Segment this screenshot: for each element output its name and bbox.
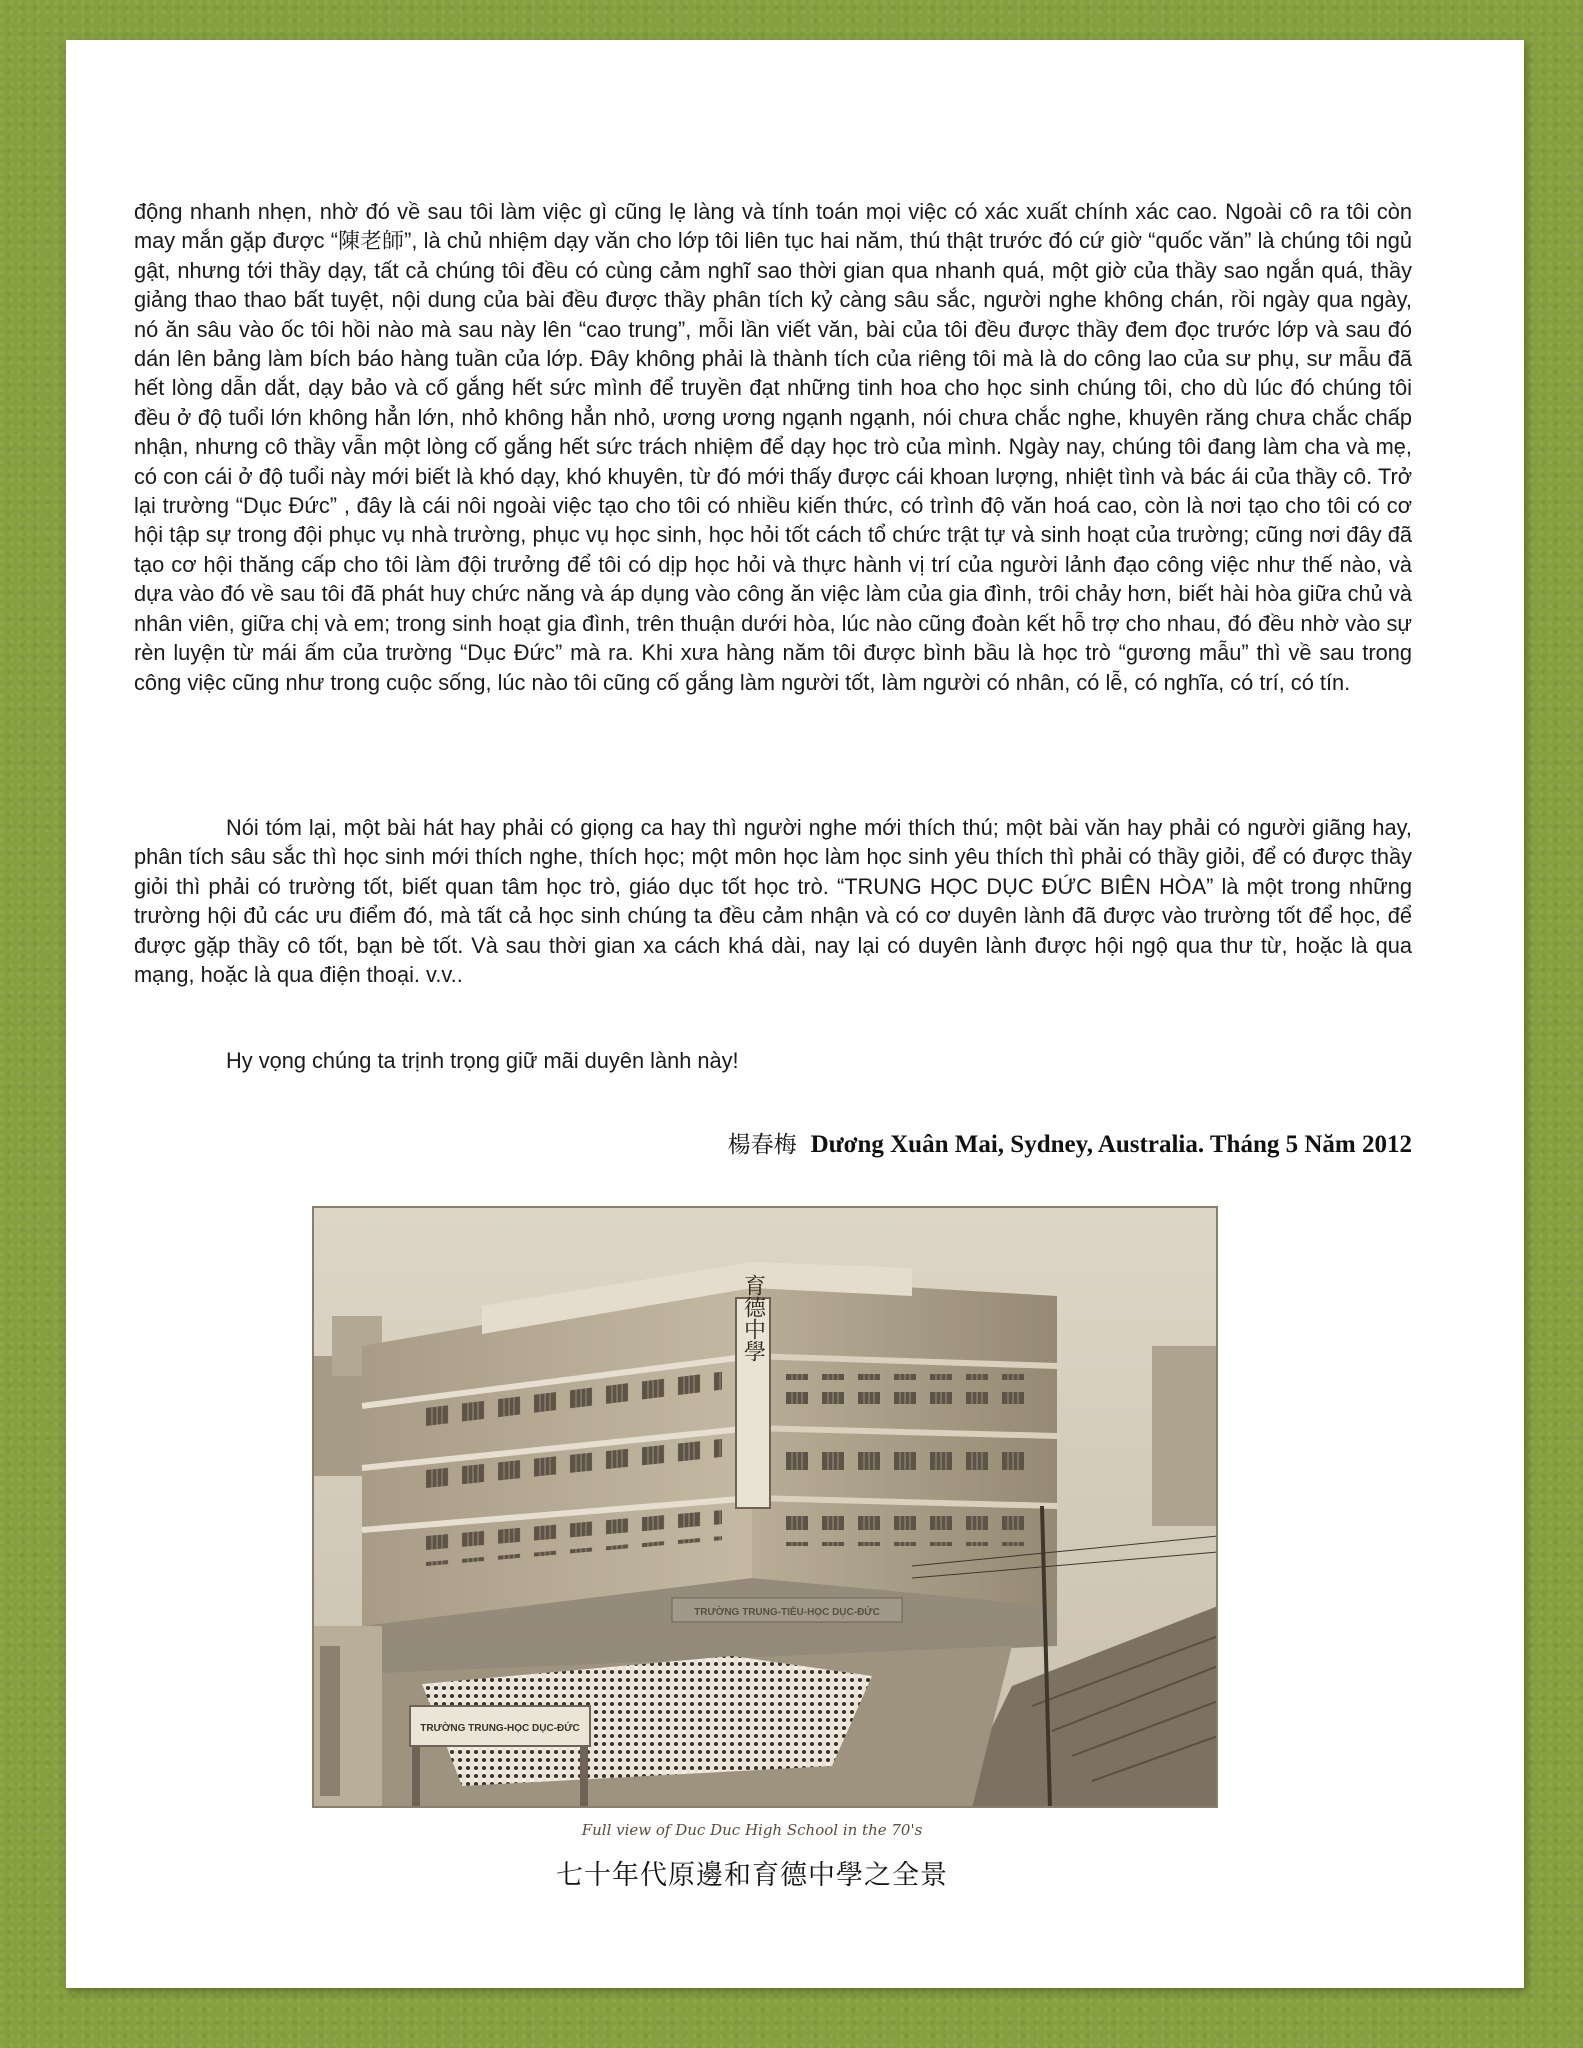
closing-line: Hy vọng chúng ta trịnh trọng giữ mãi duyên lành này! [226,1048,739,1073]
photo-caption-english: Full view of Duc Duc High School in the 70's [581,1821,923,1839]
body-paragraph: Nói tóm lại, một bài hát hay phải có giọng ca hay thì người nghe mới thích thú; một bài văn hay phải có người giãng hay, phân tích sâu sắc thì học sinh mới thích nghe, thích học; một môn học làm học sinh yêu thích thì phải có thầy giỏi, để có được thầy giỏi thì phải có trường tốt, biết quan tâm học trò, giáo dục tốt học trò. “TRUNG HỌC DỤC ĐỨC BIÊN HÒA” là một trong những trường hội đủ các ưu điểm đó, mà tất cả học sinh chúng ta đều cảm nhận và có cơ duyên lành đã được vào trường tốt để học, để được gặp thầy cô tốt, bạn bè tốt. Và sau thời gian xa cách khá dài, nay lại có duyên lành được hội ngộ qua thư từ, hoặc là qua mạng, hoặc là qua điện thoại. v.v.. [134,815,1412,988]
gate-sign-text: TRƯỜNG TRUNG-HỌC DỤC-ĐỨC [420,1723,580,1734]
vertical-banner-text: 育德中學 [740,1274,766,1362]
document-page [66,40,1524,1988]
body-paragraph: động nhanh nhẹn, nhờ đó về sau tôi làm việc gì cũng lẹ làng và tính toán mọi việc có xác xuất chính xác cao. Ngoài cô ra tôi còn may mắn gặp được “陳老師”, là chủ nhiệm dạy văn cho lớp tôi liên tục hai năm, thú thật trước đó cứ giờ “quốc văn” là chúng tôi ngủ gật, nhưng tới thầy dạy, tất cả chúng tôi đều có cùng cảm nghĩ sao thời gian qua nhanh quá, một giờ của thầy sao ngắn quá, thầy giảng thao thao bất tuyệt, nội dung của bài đều được thầy phân tích kỷ càng sâu sắc, người nghe không chán, rồi ngày qua ngày, nó ăn sâu vào ốc tôi hồi nào mà sau này lên “cao trung”, mỗi lần viết văn, bài của tôi đều được thầy đem đọc trước lớp và sau đó dán lên bảng làm bích báo hàng tuần của lớp. Đây không phải là thành tích của riêng tôi mà là do công lao của sư phụ, sư mẫu đã hết lòng dẫn dắt, dạy bảo và cố gắng hết sức mình để truyền đạt những tinh hoa cho học sinh chúng tôi, cho dù lúc đó chúng tôi đều ở độ tuổi lớn không hẳn lớn, nhỏ không hẳn nhỏ, ương ương ngạnh ngạnh, nói chưa chắc nghe, khuyên răng chưa chắc chấp nhận, nhưng cô thầy vẫn một lòng cố gắng hết sức trách nhiệm để dạy học trò của mình. Ngày nay, chúng tôi đang làm cha và mẹ, có con cái ở độ tuổi này mới biết là khó dạy, khó khuyên, từ đó mới thấy được cái khoan lượng, nhiệt tình và bác ái của thầy cô. Trở lại trường “Dục Đức” , đây là cái nôi ngoài việc tạo cho tôi có nhiều kiến thức, có trình độ văn hoá cao, còn là nơi tạo cho tôi có cơ hội tập sự trong đội phục vụ nhà trường, phục vụ học sinh, học hỏi tốt cách tổ chức trật tự và sinh hoạt của trường; cũng nơi đây đã tạo cơ hội thăng cấp cho tôi làm đội trưởng để tôi có dịp học hỏi và thực hành vị trí của người lảnh đạo công việc như thế nào, và dựa vào đó về sau tôi đã phát huy chức năng và áp dụng vào công ăn việc làm của gia đình, trôi chảy hơn, biết hài hòa giữa chủ và nhân viên, giữa chị và em; trong sinh hoạt gia đình, trên thuận dưới hòa, lúc nào cũng đoàn kết hỗ trợ cho nhau, đó đều nhờ vào sự rèn luyện từ mái ấm của trường “Dục Đức” mà ra. Khi xưa hàng năm tôi được bình bầu là học trò “gương mẫu” thì về sau trong công việc cũng như trong cuộc sống, lúc nào tôi cũng cố gắng làm người tốt, làm người có nhân, có lễ, có nghĩa, có trí, có tín. [134,199,1412,695]
author-signature-text: Dương Xuân Mai, Sydney, Australia. Tháng 5 Năm 2012 [810,1131,1412,1158]
author-signature [728,1126,1412,1159]
photo-caption-chinese: 七十年代原邊和育德中學之全景 [556,1860,948,1891]
school-photo [312,1206,1218,1808]
author-chinese-name: 楊春梅 [727,1132,797,1158]
